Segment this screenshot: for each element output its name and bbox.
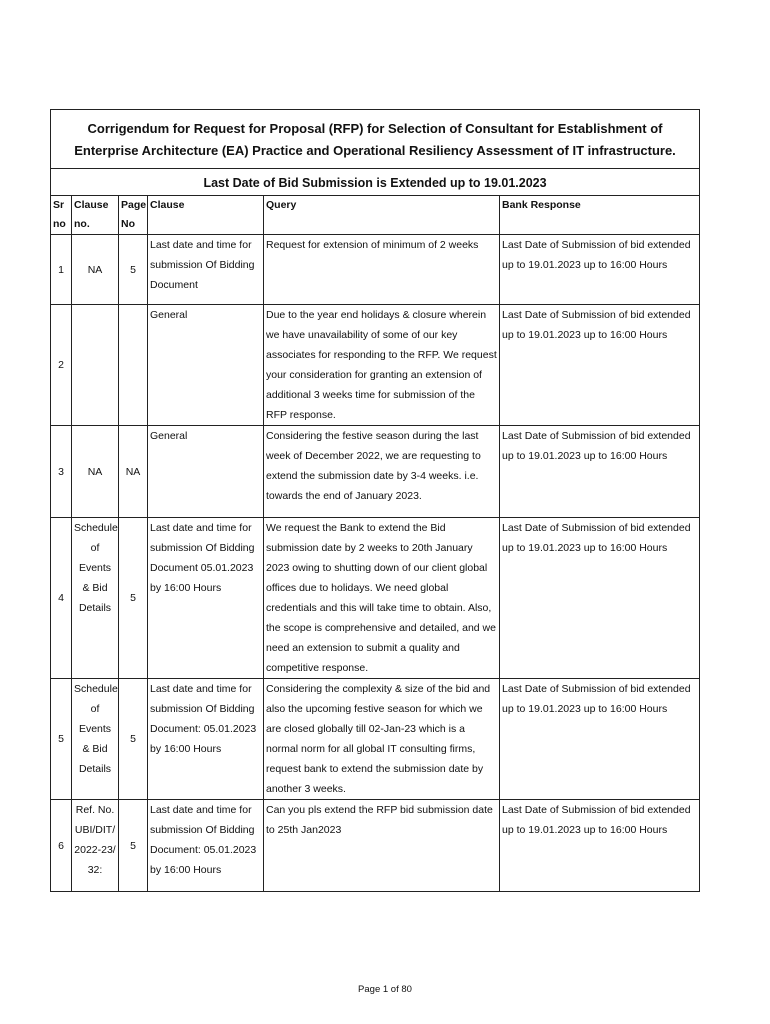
header-clause: Clause xyxy=(148,196,264,235)
row-clause-no: NA xyxy=(72,235,119,305)
header-page-no: Page No xyxy=(119,196,148,235)
row-query: We request the Bank to extend the Bid submission date by 2 weeks to 20th January 2023 owing to shutting down of our client global offices due to holidays. We need global credentials and this will take time to obtain. Also, the scope is comprehensive and detailed, and we need an extension to submit a quality and competitive response. xyxy=(264,518,500,679)
row-clause: General xyxy=(148,426,264,518)
row-page-no: 5 xyxy=(119,679,148,800)
row-query: Considering the festive season during the last week of December 2022, we are requesting to extend the submission date by 3-4 weeks. i.e. towards the end of January 2023. xyxy=(264,426,500,518)
row-clause: Last date and time for submission Of Bidding Document: 05.01.2023 by 16:00 Hours xyxy=(148,800,264,892)
row-query: Considering the complexity & size of the bid and also the upcoming festive season for which we are closed globally till 02-Jan-23 which is a normal norm for all global IT consulting firms, request bank to extend the submission date by another 3 weeks. xyxy=(264,679,500,800)
row-sr-no: 6 xyxy=(51,800,72,892)
row-clause: Last date and time for submission Of Bidding Document: 05.01.2023 by 16:00 Hours xyxy=(148,679,264,800)
header-query: Query xyxy=(264,196,500,235)
table-row xyxy=(51,235,700,305)
row-clause-no: NA xyxy=(72,426,119,518)
row-page-no: 5 xyxy=(119,235,148,305)
row-bank-response: Last Date of Submission of bid extended up to 19.01.2023 up to 16:00 Hours xyxy=(500,305,700,426)
row-bank-response: Last Date of Submission of bid extended up to 19.01.2023 up to 16:00 Hours xyxy=(500,679,700,800)
row-sr-no: 2 xyxy=(51,305,72,426)
corrigendum-table xyxy=(50,109,700,892)
row-query: Can you pls extend the RFP bid submission date to 25th Jan2023 xyxy=(264,800,500,892)
header-bank-response: Bank Response xyxy=(500,196,700,235)
row-bank-response: Last Date of Submission of bid extended up to 19.01.2023 up to 16:00 Hours xyxy=(500,235,700,305)
page-number: Page 1 of 80 xyxy=(358,984,412,995)
row-clause: Last date and time for submission Of Bidding Document 05.01.2023 by 16:00 Hours xyxy=(148,518,264,679)
table-row xyxy=(51,305,700,426)
bid-extension-notice: Last Date of Bid Submission is Extended up to 19.01.2023 xyxy=(51,169,700,196)
header-sr-no: Sr no xyxy=(51,196,72,235)
row-sr-no: 3 xyxy=(51,426,72,518)
row-clause-no: Ref. No. UBI/DIT/2022-23/32: xyxy=(72,800,119,892)
header-clause-no: Clause no. xyxy=(72,196,119,235)
row-bank-response: Last Date of Submission of bid extended up to 19.01.2023 up to 16:00 Hours xyxy=(500,800,700,892)
row-page-no: 5 xyxy=(119,800,148,892)
row-clause-no: Schedule of Events & Bid Details xyxy=(72,518,119,679)
row-clause-no: Schedule of Events & Bid Details xyxy=(72,679,119,800)
table-row xyxy=(51,679,700,800)
document-title: Corrigendum for Request for Proposal (RFP) for Selection of Consultant for Establishment of Enterprise Architecture (EA) Practice and Operational Resiliency Assessment of IT infrastructure. xyxy=(51,110,700,169)
row-clause: Last date and time for submission Of Bidding Document xyxy=(148,235,264,305)
row-sr-no: 5 xyxy=(51,679,72,800)
table-header-row xyxy=(51,196,700,235)
table-row xyxy=(51,800,700,892)
row-bank-response: Last Date of Submission of bid extended up to 19.01.2023 up to 16:00 Hours xyxy=(500,426,700,518)
corrigendum-document xyxy=(50,109,699,892)
row-bank-response: Last Date of Submission of bid extended up to 19.01.2023 up to 16:00 Hours xyxy=(500,518,700,679)
row-sr-no: 1 xyxy=(51,235,72,305)
table-row xyxy=(51,518,700,679)
row-page-no: NA xyxy=(119,426,148,518)
row-page-no: 5 xyxy=(119,518,148,679)
row-clause: General xyxy=(148,305,264,426)
table-row xyxy=(51,426,700,518)
row-query: Due to the year end holidays & closure wherein we have unavailability of some of our key associates for responding to the RFP. We request your consideration for granting an extension of additional 3 weeks time for submission of the RFP response. xyxy=(264,305,500,426)
row-query: Request for extension of minimum of 2 weeks xyxy=(264,235,500,305)
row-clause-no xyxy=(72,305,119,426)
row-page-no xyxy=(119,305,148,426)
row-sr-no: 4 xyxy=(51,518,72,679)
